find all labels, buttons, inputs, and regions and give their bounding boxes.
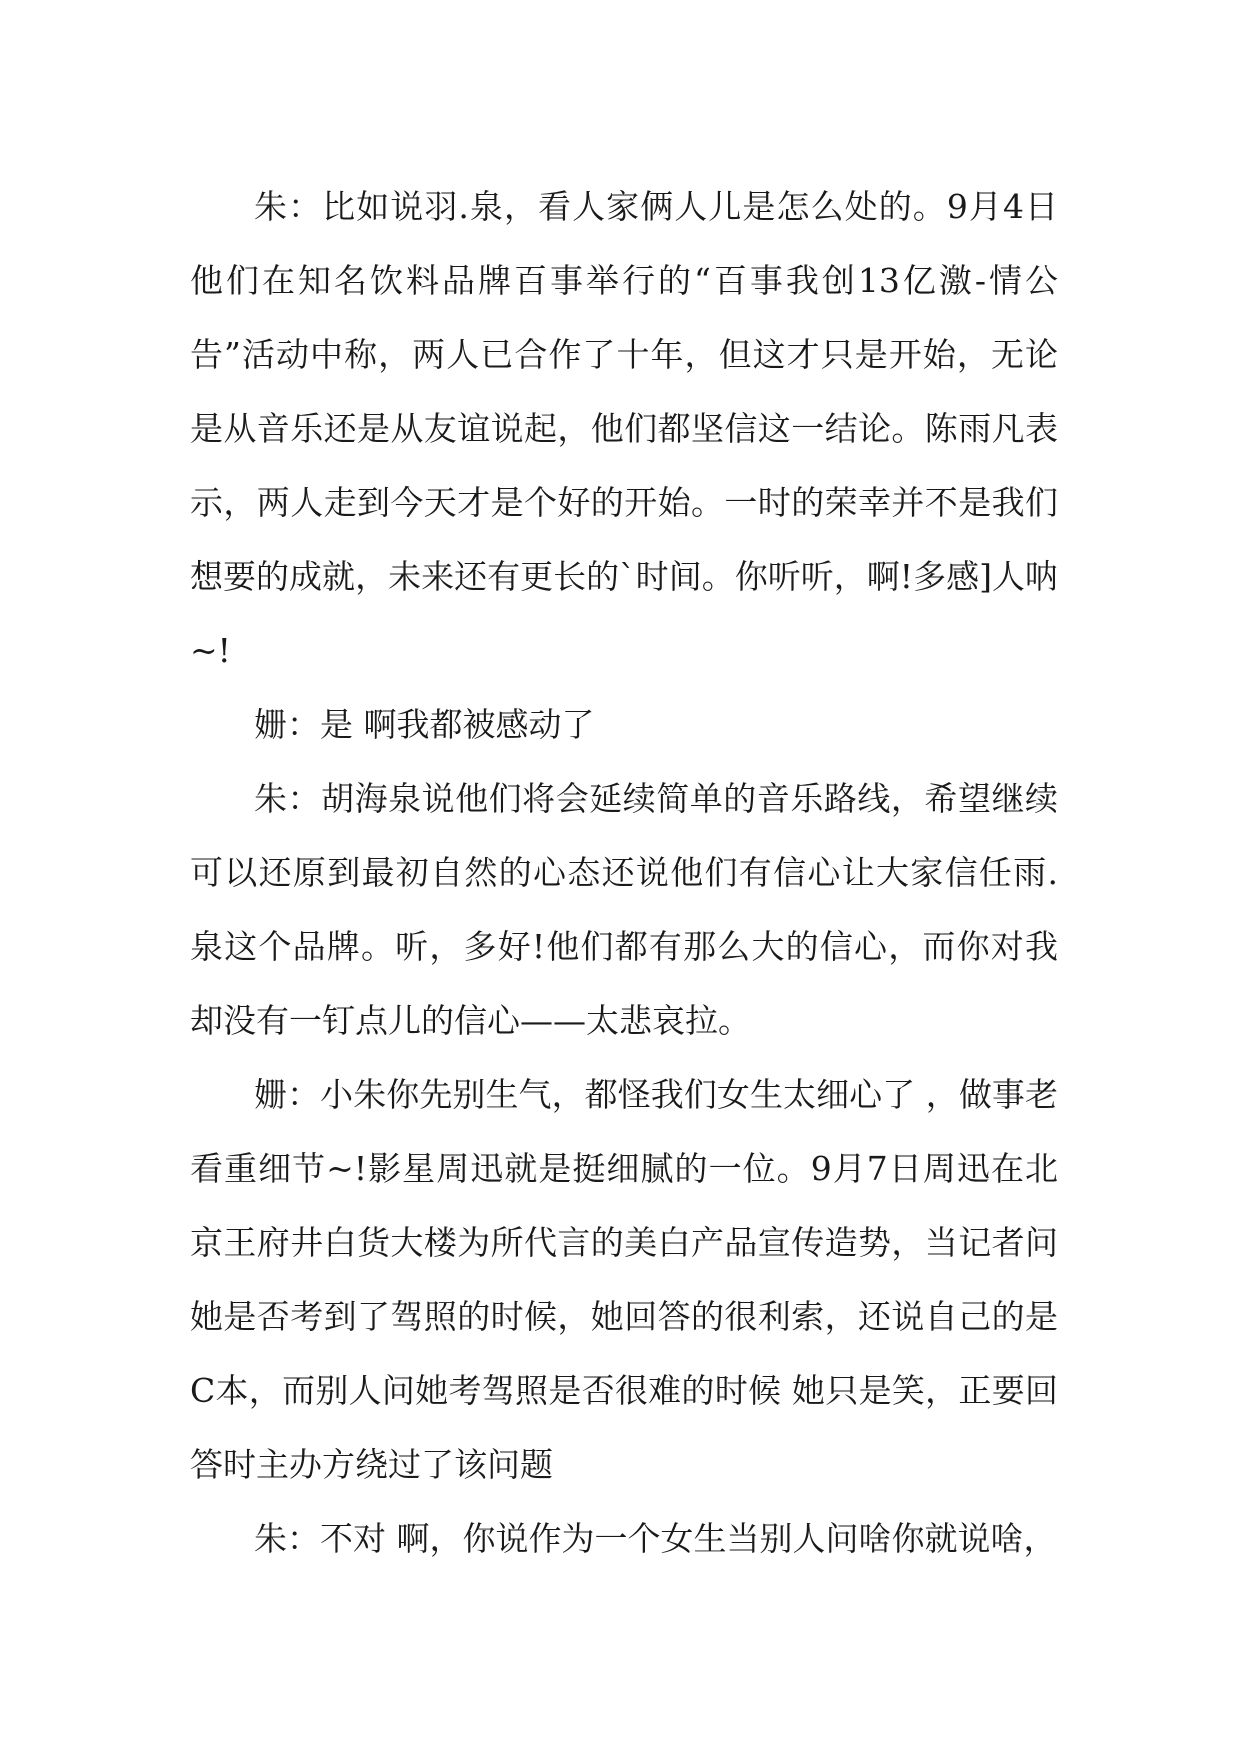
document-body (190, 170, 1058, 1576)
paragraph-shan-zhou-xun: 姗：小朱你先别生气，都怪我们女生太细心了 ，做事老看重细节~!影星周迅就是挺细腻的一位。9月7日周迅在北京王府井白货大楼为所代言的美白产品宣传造势，当记者问她是否考到了驾照的时候，她回答的很利索，还说自己的是C本，而别人问她考驾照是否很难的时候 她只是笑，正要回答时主办方绕过了该问题 (190, 1075, 1058, 1484)
paragraph-zhu-objection: 朱：不对 啊，你说作为一个女生当别人问啥你就说啥， (254, 1519, 1057, 1558)
paragraph-shan-moved: 姗：是 啊我都被感动了 (254, 705, 595, 744)
paragraph-zhu-hu-haiquan: 朱：胡海泉说他们将会延续简单的音乐路线，希望继续可以还原到最初自然的心态还说他们有信心让大家信任雨.泉这个品牌。听，多好!他们都有那么大的信心，而你对我却没有一钉点儿的信心——太悲哀拉。 (190, 779, 1058, 1040)
paragraph-zhu-yu-quan: 朱：比如说羽.泉，看人家俩人儿是怎么处的。9月4日他们在知名饮料品牌百事举行的“百事我创13亿激-情公告”活动中称，两人已合作了十年，但这才只是开始，无论是从音乐还是从友谊说起，他们都坚信这一结论。陈雨凡表示，两人走到今天才是个好的开始。一时的荣幸并不是我们想要的成就，未来还有更长的`时间。你听听，啊!多感]人呐~! (190, 187, 1058, 670)
